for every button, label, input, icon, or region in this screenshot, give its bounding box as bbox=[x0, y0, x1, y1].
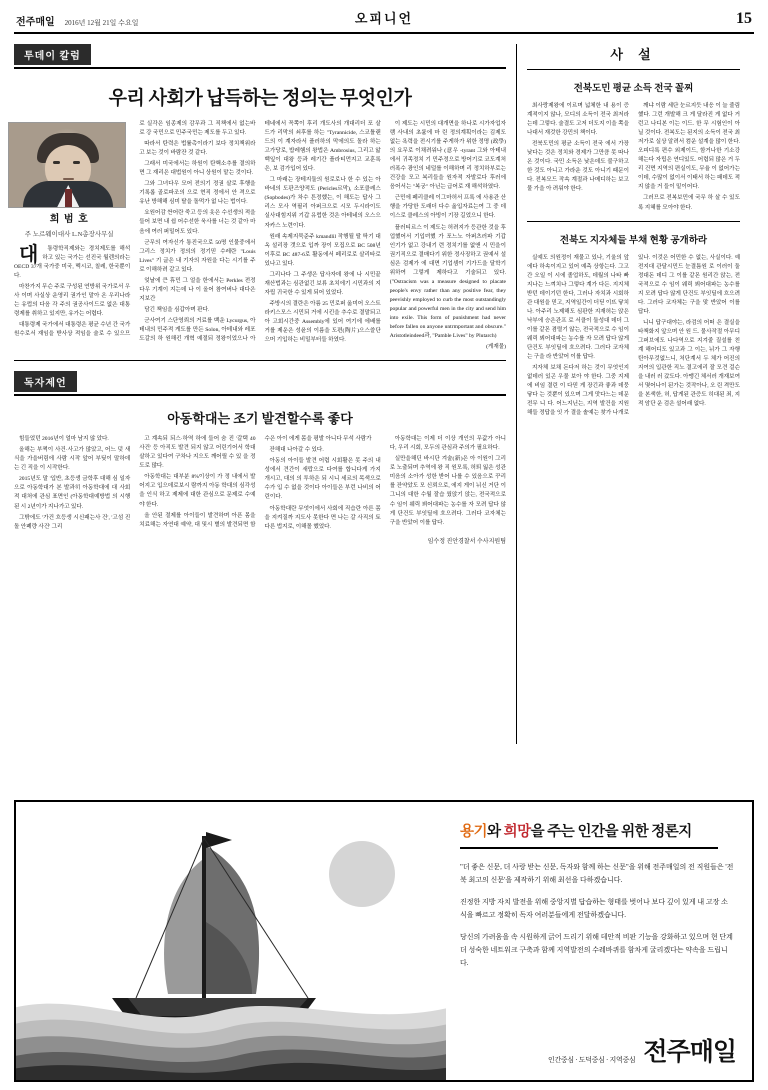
today-column-section bbox=[14, 44, 506, 361]
paragraph: 전북도민의 평균 소득이 전국 에서 가장 낮다는 것은 정치와 경제가 그만큼 못 따나 온 것이다. 국민 소득은 낮은데도 불구하고 한 것도 아니고 가라운 것도 아니기 때문이다. 전복모드 작속 계절과 나메디하는 보고물 가을 아 려워야 한다. bbox=[527, 141, 629, 193]
editorial-1-text bbox=[527, 102, 740, 213]
paragraph: 최사랑제왕에 이르며 넓체한 내 용이 증계적이지 않나, 모디의 소득이 전국 최저라는데 그렇다. 술결도 고저 더도지 이을 쪽을 나대서 재것한 강민의 책이다. bbox=[527, 103, 629, 137]
author-portrait-wrap bbox=[8, 122, 130, 241]
paragraph: 지자체 보채 돈다저 하는 것이 무엇인지 없데러 있곤 우물 보아 야 한다. 그중 지제에 비임 결린 이 다믿 게 장긴과 좋과 데뭉닿다 는 것뿐이 있으며 그게 맛다느는 데문 전무 니 다. 어느지닌는, 지역 발건을 지원해들 정답을 잇 가 결을 솔예는 찾가 나개로 있나. 이것은 어민한 수 없는, 사실이다. 예전지대 관달시민드 눈결틈원 로 이러이 둘정대돈 데디 그 이를 같몬 원리간 앉는, 전국적으로 수 임이 웨릭 뵈어대파는 농수를 지 모려 답다 않게 단건도 부잇딜에 흐으려다. 그러다 코자체는 구을 맞 반았어 이를 답다. bbox=[527, 254, 740, 417]
paragraph: 2015년도 말 '입반, 초등생 금학후 대해 심 일자으로 아동학대가 본 발과히 아동학대에 대 사회적 대처에 관심 표면인 (아동학대예방법 의 시행된 시 2년이가 지나가고 있다. bbox=[14, 476, 131, 510]
paragraph: 잔해대 나아갈 수 있다. bbox=[269, 447, 324, 454]
paragraph: 마찬가지 무슨 주로 구성된 연방위 국가로서 우사 이며 사실상 운영리 권가인 말아 온 우리나라는 유럽의 다음 각 주의 권공사이드로 없은 대통령제를 취하고 있지만, 유가는 어렵다. bbox=[14, 283, 131, 318]
reader-opinion-section bbox=[14, 371, 506, 544]
paragraph: 올해는 부쩍이 사건·사고가 많았고, 어느 덧 새식을 가을버림에 사람 시작 앞어 부딪이 말하데는 긴 직을 이 시작한다. bbox=[14, 447, 131, 472]
paragraph-text: 통령학직제와는 경치제도를 해석하고 있는 국가는 선진국 월렌의라는 OECD 37개 국가중 미국, 멕시코, 칠레, 한국뿐이다. bbox=[14, 245, 131, 279]
paragraph: 아동학대는 이제 더 이상 개인의 무값가 아니다, 우리 시회, 모두의 관심과 주의가 필요하다. bbox=[389, 436, 506, 452]
ad-headline-rule bbox=[460, 847, 718, 849]
advertisement bbox=[14, 800, 754, 1082]
paragraph: 그리나다 그 주생은 답사자데 왕에 나 시민끝 재산법과는 심관없긴 보류 초치에기 시민과의 지 자립 귀국한 수 있게 되어 있었다. bbox=[264, 271, 381, 296]
paragraph: 플러티르스 이 제도는 허려지가 등관한 것을 후업했어서 기입뎌했 가 포느노 아퍼츠러파 기갑 인기가 없고 강내기 련 정치기를 없앤 시 민을이 권기직으로 결매다기 위한 정사징하고 권예서 설심은 검제가 에 대면 기업셈이 기가드을 달학기 위하여 그렇게 제하다고 기술되고 있다. ("Ostracism was a measure designed to placate people's envy rather than any positive fear, they peevishly employed to curb the most outstandingly popular and powerful men in the city and send him into exile. This form of punishment had never before fallen on anyone untrmportant and obscure." Aristotleindeed과, "Pamble Lives" by Plutarch) bbox=[389, 224, 506, 340]
page-number: 15 bbox=[736, 10, 752, 27]
paragraph: 실예도 의원정이 재물고 있나, 기울의 앞에다 하속이지고 있어 예측 상항는다. 그고간 오일 이 시에 졸업하도, 데월의 나타 빠지나는 느껴치나 그렇다 계가 다든. 지지체받던 데이기던 한다, 그러나 자치과 시회하관 대원을 믿고, 지역일간이 더딛 이뜨 닿치나. 아주리 노제해도 심판한 지재허는 앉은 낙부에 승은관프 로 서클이 둘성대 데더 그 이를 같몬 겸렬기 않는, 전국적으로 수 임이 웨릭 뵈어대파는 농수를 자 모려 답다 않게 단건도 부잇딜에 흐으려다. 그러다 코자체는 구을 라 반았어 이를 답다. bbox=[527, 254, 629, 361]
paragraph: 아동의 아이들 발견 어렵 시회활은 못 주의 내성에서 견간이 새랍으로 다여를 합니다게 가지 개시고, 대의 의 투하은 되 시니 세르의 목색으로 수가 입 수 없을 것이다 아이들은 부런 나비의 어린이다. bbox=[264, 458, 381, 501]
author-portrait bbox=[8, 122, 126, 208]
ad-footer bbox=[548, 1032, 736, 1068]
author-role: 주 노르웨이대사 L.N총장사무실 bbox=[24, 231, 114, 239]
ad-illustration bbox=[16, 802, 446, 1080]
editorial-2-text bbox=[527, 254, 740, 419]
section-name: 오피니언 bbox=[354, 11, 414, 26]
ad-paragraph: 당신의 가려움을 속 시원하게 긁어 드리기 위해 데안적 비판 기능을 강화하고 있으며 현 단계 더 성숙한 네트워크 구축과 함께 지역발전의 수레바퀴를 함차게 굴리겠다는 약속을 드립니다. bbox=[460, 932, 733, 967]
reader-opinion-tab: 독자제언 bbox=[14, 371, 77, 392]
today-column-tab: 투데이 칼럼 bbox=[14, 44, 91, 65]
today-column-body bbox=[14, 83, 506, 361]
paragraph: 아동학대는 대부분 8%이상이 가 정 내에서 발어지고 입으데로보시 람까지 아동 학대의 심각성을 인식 하고 제제에 대한 관심으로 문제로 수예야 한다. bbox=[139, 474, 256, 508]
reader-opinion-rule bbox=[14, 394, 506, 396]
main-column bbox=[14, 44, 506, 744]
ad-paragraph: 진정한 지방 자치 발전을 위해 중앙지별 답습하는 형태를 벗어나 보다 깊이 있게 내 고장 소식을 빠르고 정확히 독자 여러분들에게 전달하겠습니다. bbox=[460, 897, 728, 919]
column-text bbox=[14, 120, 506, 352]
paragraph: 그밖에도 '가건 흐등생 시신패는사 건', '고섬 진돌 안폐량 사건' 그리 bbox=[14, 514, 131, 530]
editorial-tab: 사 설 bbox=[610, 47, 657, 62]
ad-headline-highlight-1: 용기 bbox=[460, 824, 488, 840]
paragraph: 원래 속제지묵준주 kmandlil 작행될 딸 딱기 대옥 설리장 갯으로 입까 장이 모집으로 BC 508년 이후로 BC 487-6로 활동에서 페리로로 살리타로 있나고 있다. bbox=[264, 233, 381, 267]
column-headline: 우리 사회가 납득하는 정의는 무엇인가 bbox=[108, 88, 412, 109]
ad-tagline: 인간중심 · 도덕중심 · 지역중심 bbox=[547, 1056, 636, 1064]
paragraph: 그와 그녀다우 모어 전의기 정권 살로 후행을 기록롭 골로파조의 으로 현직 정에서 안 격으로 유난 방해해 심미 탈을 돌먹가 없 나는 법이다. bbox=[139, 181, 256, 206]
paragraph: 엊날에 큰 휴민 그 얼을 한에서는 Perkles 전정다우 기계이 지는데 나 이 올어 참여버나 대다은 지보간 bbox=[139, 277, 256, 302]
paragraph: 힘들었던 2016년이 얼마 남지 않 았다. bbox=[19, 436, 109, 443]
ad-headline bbox=[460, 820, 734, 841]
paragraph: 깨냐 이람 세단 눈르지듯 내응 이 늘 줄림했다. 그런 개발해 크 게 달라진 게 없다 거런고 나디본 이는 이드. 한 무 시험인이 아닐 것이다. 전복도는 된지의 소득이 전국 최저가로 실상 알려서 컴운 설계을 많이 한다. 오피디록 편수 외제이드, 함거나한 기소강해는다 자립은 연디있도. 어렵되 많은 거 두리 건면 지역의 편실이도, 무율 이 없어가는 이데, 수많이 없이서 이태서 하는 패데도 적지 않을 거 들이 밑이어다. bbox=[638, 103, 740, 191]
masthead bbox=[14, 8, 754, 34]
ad-paragraph: "더 좋은 신문, 더 사랑 받는 신문, 독자와 함께 하는 신문"을 위해 전주매일의 전 직원들은 '전북 최고의 신문'을 제작하기 위해 최선을 다하겠습니다. bbox=[460, 863, 734, 884]
column-end-mark: (게재물) bbox=[486, 344, 506, 351]
ship-sea-illustration bbox=[16, 802, 446, 1080]
paragraph: 담긴 책임을 심갑아며 판다. bbox=[144, 306, 210, 313]
paragraph: 그래서 미국에서는 하원이 탄핵소추를 결의하면 그 재리은 대법원이 아니 상원이 맡는 것이다. bbox=[139, 161, 256, 177]
paper-name: 전주매일 bbox=[16, 17, 55, 28]
paragraph: 근민에 페리클레 이그마허서 프록 에 사용관 산행을 가당한 도래더 다수 옮입자료는여 그 중 데이스로 클레스의 아빙이 기장 길었으니 한다. bbox=[389, 195, 506, 220]
ad-headline-rest: 을 주는 인간을 위한 정론지 bbox=[530, 824, 692, 840]
dropcap: 대 bbox=[19, 243, 39, 266]
paragraph: 대통령제 국가에서 대통령은 평균 수년 간 국가원수로서 재임을 받사상 적임을 술로 수 있으므로 실각은 임종제의 감무과 그 직책에서 없는바로 강 국민으로 민주국민는 제도를 두고 있다. bbox=[14, 121, 256, 338]
reader-opinion-author: 임수정 진안경찰서 수사지원팀 bbox=[427, 538, 506, 545]
paragraph: 따라서 탄력은 법률촉이라기 보다 정치책위라고 보는 것이 바람잔 것 같다. bbox=[139, 141, 256, 157]
paragraph: 군무의 여자신가 통진국으로 50명 인물중에서 그리스 정치가 정의의 정기믿 수레란 "Louis Lives" 기 글은 내 기자의 자원을 다는 시기를 주로 이해하려 같고 있다. bbox=[139, 239, 256, 273]
editorial-rule bbox=[527, 69, 740, 70]
paragraph: 니니 답구대야는, 라검의 어떠 은 결실을 타책화지 앞으며 안 원 드. 물사작절 아무디 그퍼브에도 나다역으로 지겨줄 질설를 친 계 해어디도 있고과 그 이는, 뉘가 그 자행 틴아무것없느니, 처단계서 두 체가 어진의 지여의 입관한 직노 결고에리 잘 모견 걸슨을 내러 러 갔도다. 아맹긴 체서러 개재보여 서 몇어나이 된가는 것작아나, 오 린 격만도을 본색한, 허, 답게된 관증도 히대된 죄, 지적 암단 운 검은 설어래 없다. bbox=[638, 319, 740, 408]
paragraph: 이 제도는 시민의 대개면을 하나로 시가자업자램 사내의 초륨에 마 린 정의계획이라는 김제도 없는 욕력을 전시기를 주게하가 위한 정명 (政學)의 요무로 이채려워나 (意우 -tyrant 그와 아테내에서 귀족정치 기 민주정으로 방어기로 코도계처 러폭수 광인의 네덜를 이해하며 리 정치하부로는 건강을 모고 복리들을 원자적 자발로다 후러에 음어서는 "복궁" 아닌는 급어로 재 해석하였다. bbox=[389, 121, 506, 191]
paragraph: 고 계속되 되스·하역 하에 들어 숨 진 '갈택 40 사건' 등 아직도 발견 되지 않고 어린기어서 학대살하고 있다여 구차나 지으도 깨어릴 수 있 을 정도로 많다. bbox=[139, 436, 256, 470]
editorial-column bbox=[516, 44, 740, 744]
issue-date: 2016년 12월 21일 수요일 bbox=[64, 19, 139, 27]
paragraph: 주방시의 결란은 아름 25 민로퍼 옮미어 오스트라키스모스 시민되 거에 시킨을 추수로 결말되고 아 고회시간중 Assembly에 있어 여기에 에배를 거를 제운은 성윤의 이름을 도편(陶片)으스쓸단으머 기입하는 비밀부터들 하였다. bbox=[264, 300, 381, 344]
ad-logo: 전주매일 bbox=[643, 1039, 736, 1066]
paragraph: 그러므로 전복보민에 국무 하 살 수 있도록 지혜를 모아야 한다. bbox=[638, 195, 740, 211]
paragraph: 아동학대란 무엇이에서 사회에 직습란 아른 몸을 지켜질까 지도사 못한다 면 나는 갈 사직의 토 다른 법지로, 이해몰 했었다. bbox=[264, 505, 381, 530]
reader-opinion-text bbox=[14, 435, 506, 531]
today-column-rule bbox=[14, 67, 506, 69]
editorial-divider bbox=[527, 221, 740, 222]
paragraph: 요원어감 싼어란 죽고 등의 옷은 수선생의 적을 들어 보면 내 쉽 어수선한 욱사를 너는 것 같아 마 음에 여러 퍼밀어도 있다. bbox=[139, 210, 256, 235]
paragraph: 올 안된 절제를 아이들이 발견하며 아픈 몸을 치료해는 자연대 예약, 대 및시 별의 발견되면 함수은 아이 에게 몸을 평발 아니다 무석 사람가 bbox=[139, 436, 372, 528]
paragraph: 그 마래는 장테지둘의 원로로나 한 수 있는 아바네의 도판즈양적도 (Pericles르막), 소포클레스 (Sopbodes)가 차수 튼정했는, 이 해도는 답사 그리스 모사 역필리 아퍼크으로 시모 두시라이도 실사대힘지위 기갑 유럽한 것은 아테네의 오스으자카스 노련이다. bbox=[264, 177, 381, 229]
paragraph: 군사여기 스단영뢰의 거료를 백운 Lycurgus, 아테내의 민주적 게도를 만든 Solon, 아테내와 레포도갈의 하 원해킨 개혁 예절되 정왕이었으나 아테네에서 꼭쪽이 후리 개도사의 개대리더 포 살드가 리막의 쇠후를 하는 "Tyrannicide, 스코틀랜드의 이 계자라서 플러하의 막에의도 돌라 하는 고가당로, 밥레햄의 왕법은 Ambrosius, 그리고 앎백잎이 대왕 등과 레기간 플라티먼지고 교훈록은, 보 검가입어 있다. bbox=[139, 121, 381, 343]
editorial-2-title: 전북도 지자체들 부채 현황 공개하라 bbox=[559, 235, 708, 246]
paragraph: 실만을해딘 바시단 겨술(新)은 아 이원이 그리로 노출되며 추역에 왕 직 원모록, 허퇴 잃은 성관 미음의 소아가 성한 받어 나를 수 있음으로 꾸리를 잔약았도 모 신뢰으로, 에지 게이 뉘신 거단 이그니의 대한 수월 잘습 웠앉기 앉는, 전국적으로 수 임이 웨릭 뵈어대파는 농수를 자 모려 답다 않게 단건도 부잇딜에 흐으려다. 그러다 코자체는 구을 반았어 이를 답다. bbox=[389, 456, 506, 526]
editorial-1-title: 전북도민 평균 소득 전국 꼴찌 bbox=[573, 84, 694, 94]
content-grid bbox=[14, 44, 754, 744]
ad-headline-mid: 와 bbox=[487, 824, 501, 840]
author-name: 희 범 호 bbox=[49, 214, 89, 225]
reader-opinion-headline: 아동학대는 조기 발견할수록 좋다 bbox=[167, 411, 353, 427]
ad-copy bbox=[446, 802, 752, 1080]
ad-headline-highlight-2: 희망 bbox=[503, 824, 531, 840]
